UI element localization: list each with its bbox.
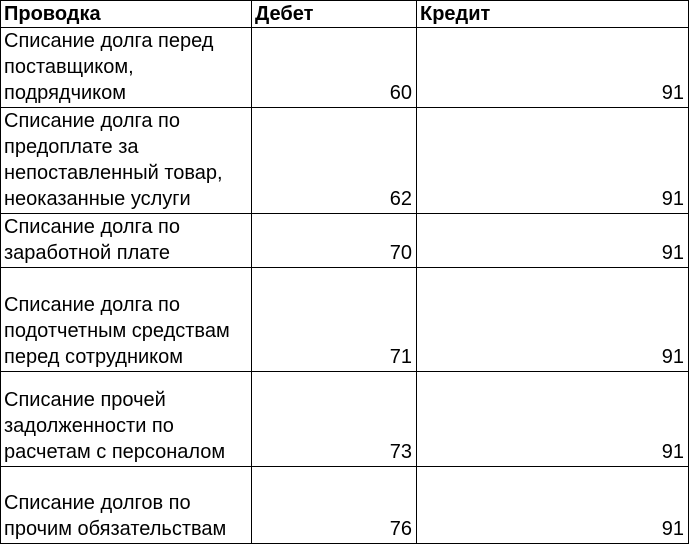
- header-row: [1, 1, 689, 28]
- debit-account: 73: [252, 372, 417, 467]
- entry-description: Списание прочей задолженности по расчетам с персоналом: [1, 372, 252, 467]
- table-row: [1, 108, 689, 214]
- debit-account: 70: [252, 214, 417, 268]
- entry-description: Списание долга по подотчетным средствам перед сотрудником: [1, 268, 252, 372]
- credit-account: 91: [417, 108, 689, 214]
- credit-account: 91: [417, 467, 689, 544]
- entry-description: Списание долгов по прочим обязательствам: [1, 467, 252, 544]
- entry-description: Списание долга по предоплате за непоставленный товар, неоказанные услуги: [1, 108, 252, 214]
- credit-account: 91: [417, 268, 689, 372]
- table-row: [1, 214, 689, 268]
- credit-account: 91: [417, 372, 689, 467]
- debit-account: 76: [252, 467, 417, 544]
- debit-account: 62: [252, 108, 417, 214]
- table-row: [1, 467, 689, 544]
- entry-description: Списание долга перед поставщиком, подрядчиком: [1, 28, 252, 108]
- debit-account: 60: [252, 28, 417, 108]
- credit-account: 91: [417, 214, 689, 268]
- table-row: [1, 28, 689, 108]
- debit-account: 71: [252, 268, 417, 372]
- header-entry: Проводка: [1, 1, 252, 28]
- table-row: [1, 268, 689, 372]
- header-debit: Дебет: [252, 1, 417, 28]
- entry-description: Списание долга по заработной плате: [1, 214, 252, 268]
- table-row: [1, 372, 689, 467]
- credit-account: 91: [417, 28, 689, 108]
- header-credit: Кредит: [417, 1, 689, 28]
